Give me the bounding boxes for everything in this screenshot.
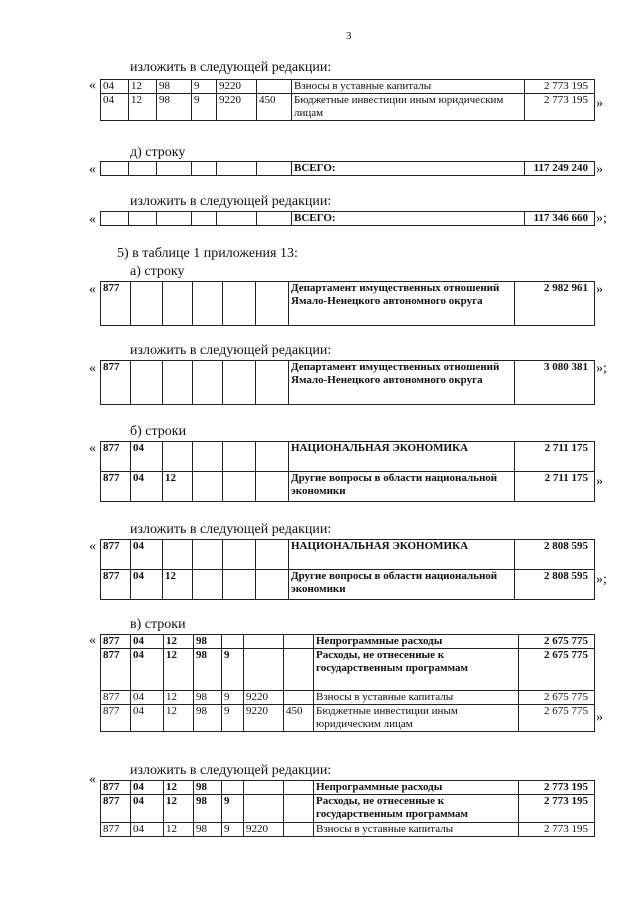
table-cell (192, 162, 217, 176)
table-cell: НАЦИОНАЛЬНАЯ ЭКОНОМИКА (289, 540, 515, 570)
table-cell: 9 (192, 80, 217, 94)
amount-cell: 2 773 195 (519, 781, 595, 795)
table-cell (256, 282, 289, 326)
table-cell: 04 (131, 691, 164, 705)
amount-cell: 2 711 175 (515, 442, 595, 472)
table-cell (223, 442, 256, 472)
table-cell (129, 212, 157, 226)
table-cell: Бюджетные инвестиции иным юридическим лицам (292, 94, 525, 121)
table-cell (284, 649, 314, 691)
table-cell (193, 361, 223, 405)
table-cell: Другие вопросы в области национальной экономики (289, 570, 515, 600)
table-cell (244, 781, 284, 795)
amount-cell: 2 982 961 (515, 282, 595, 326)
table-cell (101, 212, 129, 226)
table-cell: 04 (131, 442, 163, 472)
table-cell: 877 (101, 691, 131, 705)
table-row (101, 649, 595, 691)
table-cell (284, 691, 314, 705)
table-cell (222, 781, 244, 795)
table-cell: 877 (101, 442, 131, 472)
table-cell: 98 (194, 705, 222, 732)
table-cell: Взносы в уставные капиталы (292, 80, 525, 94)
table-cell (131, 282, 163, 326)
table-cell (284, 795, 314, 823)
table-cell: 04 (131, 795, 164, 823)
table-cell (222, 635, 244, 649)
table-cell: 877 (101, 361, 131, 405)
table-cell: 04 (131, 705, 164, 732)
table-cell: Другие вопросы в области национальной экономики (289, 472, 515, 502)
table-cell: 12 (164, 705, 194, 732)
table-cell: 04 (131, 781, 164, 795)
table-cell: 98 (194, 795, 222, 823)
table-cell (256, 570, 289, 600)
table-cell: 9220 (244, 823, 284, 837)
table-row (101, 162, 595, 176)
table-cell: 877 (101, 649, 131, 691)
label-d: д) строку (130, 145, 186, 160)
replace-caption: изложить в следующей редакции: (130, 60, 332, 75)
table-cell (157, 212, 192, 226)
amount-cell: 2 675 775 (519, 635, 595, 649)
table-cell (223, 361, 256, 405)
table-cell (257, 162, 292, 176)
table-cell (163, 282, 193, 326)
table-row (101, 282, 595, 326)
page-number: 3 (346, 30, 352, 42)
label-b: б) строки (130, 424, 187, 439)
table-cell (101, 162, 129, 176)
table-cell (223, 472, 256, 502)
table-cell (193, 442, 223, 472)
table-cell: 04 (131, 635, 164, 649)
total-new (100, 211, 595, 226)
table-cell (163, 361, 193, 405)
table-cell: 12 (164, 649, 194, 691)
table-row (101, 80, 595, 94)
table-row (101, 94, 595, 121)
amount-cell: 2 773 195 (525, 94, 595, 121)
table-cell: 12 (129, 94, 157, 121)
table-cell (244, 635, 284, 649)
amount-cell: 2 808 595 (515, 540, 595, 570)
table-cell: 04 (131, 649, 164, 691)
table-cell (223, 282, 256, 326)
table-cell: Непрограммные расходы (314, 781, 519, 795)
table-cell (223, 540, 256, 570)
table-row (101, 705, 595, 732)
table-cell: Расходы, не отнесенные к государственным программам (314, 649, 519, 691)
table-cell: 877 (101, 823, 131, 837)
table-cell: 98 (194, 635, 222, 649)
dept-new (100, 360, 595, 405)
table-cell: Департамент имущественных отношений Ямало-Ненецкого автономного округа (289, 361, 515, 405)
table-cell: 04 (131, 823, 164, 837)
table-cell: 98 (194, 649, 222, 691)
amount-cell: 2 675 775 (519, 691, 595, 705)
table-cell: 04 (131, 570, 163, 600)
table-row (101, 361, 595, 405)
table-cell: 877 (101, 781, 131, 795)
table-cell: 9 (222, 795, 244, 823)
table-cell (193, 570, 223, 600)
table-cell: 9220 (244, 691, 284, 705)
econ-old (100, 441, 595, 502)
table-cell (257, 212, 292, 226)
amount-cell: 117 249 240 (525, 162, 595, 176)
dept-old (100, 281, 595, 326)
table-cell: 98 (194, 691, 222, 705)
amount-cell: 3 080 381 (515, 361, 595, 405)
v-old (100, 634, 595, 732)
table-cell (223, 570, 256, 600)
close-quote: » (596, 96, 603, 111)
table-cell: 9220 (217, 80, 257, 94)
open-quote: « (89, 78, 96, 93)
table-cell (284, 781, 314, 795)
table-cell (244, 649, 284, 691)
table-cell (256, 361, 289, 405)
table-cell (217, 212, 257, 226)
econ-new (100, 539, 595, 600)
table-cell: 12 (164, 691, 194, 705)
table-cell: Расходы, не отнесенные к государственным программам (314, 795, 519, 823)
table-cell: Бюджетные инвестиции иным юридическим лицам (314, 705, 519, 732)
table-cell: НАЦИОНАЛЬНАЯ ЭКОНОМИКА (289, 442, 515, 472)
table-cell: 9 (222, 705, 244, 732)
table-cell (157, 162, 192, 176)
table-cell: 877 (101, 570, 131, 600)
table-row (101, 691, 595, 705)
table-1 (100, 79, 595, 121)
table-cell: 04 (101, 94, 129, 121)
amount-cell: 2 773 195 (519, 823, 595, 837)
table-cell: 98 (194, 781, 222, 795)
table-cell: Взносы в уставные капиталы (314, 691, 519, 705)
table-cell (163, 540, 193, 570)
table-cell: 877 (101, 540, 131, 570)
table-cell: Департамент имущественных отношений Ямало-Ненецкого автономного округа (289, 282, 515, 326)
table-cell: 04 (131, 472, 163, 502)
table-cell: 877 (101, 282, 131, 326)
amount-cell: 117 346 660 (525, 212, 595, 226)
table-cell (163, 442, 193, 472)
v-new (100, 780, 595, 837)
table-cell (192, 212, 217, 226)
table-row (101, 823, 595, 837)
table-row (101, 472, 595, 502)
table-cell (244, 795, 284, 823)
table-cell: 98 (157, 94, 192, 121)
table-cell (193, 472, 223, 502)
table-cell (129, 162, 157, 176)
table-cell: 9 (222, 649, 244, 691)
table-cell (256, 540, 289, 570)
table-cell: 9 (222, 823, 244, 837)
table-row (101, 570, 595, 600)
table-cell: 9220 (217, 94, 257, 121)
table-row (101, 795, 595, 823)
table-cell: 450 (257, 94, 292, 121)
table-cell: 877 (101, 635, 131, 649)
table-cell: 12 (164, 795, 194, 823)
table-cell (257, 80, 292, 94)
amount-cell: 2 711 175 (515, 472, 595, 502)
table-cell: 12 (163, 570, 193, 600)
table-cell (193, 540, 223, 570)
table-cell: 877 (101, 705, 131, 732)
table-cell: 98 (157, 80, 192, 94)
table-cell: 877 (101, 472, 131, 502)
amount-cell: 2 675 775 (519, 705, 595, 732)
table-cell: 12 (164, 781, 194, 795)
table-cell: Непрограммные расходы (314, 635, 519, 649)
table-cell: 12 (164, 635, 194, 649)
table-cell: 877 (101, 795, 131, 823)
table-cell (131, 361, 163, 405)
table-row (101, 442, 595, 472)
table-cell (256, 442, 289, 472)
table-cell: 450 (284, 705, 314, 732)
amount-cell: 2 675 775 (519, 649, 595, 691)
label-a: а) строку (130, 264, 185, 279)
table-row (101, 781, 595, 795)
table-cell (256, 472, 289, 502)
table-row (101, 540, 595, 570)
table-row (101, 212, 595, 226)
table-cell: 98 (194, 823, 222, 837)
table-cell: ВСЕГО: (292, 212, 525, 226)
table-cell: 12 (163, 472, 193, 502)
table-cell: 9 (192, 94, 217, 121)
table-cell: 04 (131, 540, 163, 570)
total-old (100, 161, 595, 176)
amount-cell: 2 773 195 (525, 80, 595, 94)
item-5: 5) в таблице 1 приложения 13: (117, 246, 298, 261)
table-cell: 04 (101, 80, 129, 94)
table-cell (284, 635, 314, 649)
amount-cell: 2 808 595 (515, 570, 595, 600)
table-cell: 9 (222, 691, 244, 705)
table-cell (217, 162, 257, 176)
table-cell: 12 (129, 80, 157, 94)
table-cell (193, 282, 223, 326)
table-cell (284, 823, 314, 837)
label-v: в) строки (130, 617, 186, 632)
table-cell: 9220 (244, 705, 284, 732)
table-cell: Взносы в уставные капиталы (314, 823, 519, 837)
table-row (101, 635, 595, 649)
table-cell: ВСЕГО: (292, 162, 525, 176)
table-cell: 12 (164, 823, 194, 837)
amount-cell: 2 773 195 (519, 795, 595, 823)
